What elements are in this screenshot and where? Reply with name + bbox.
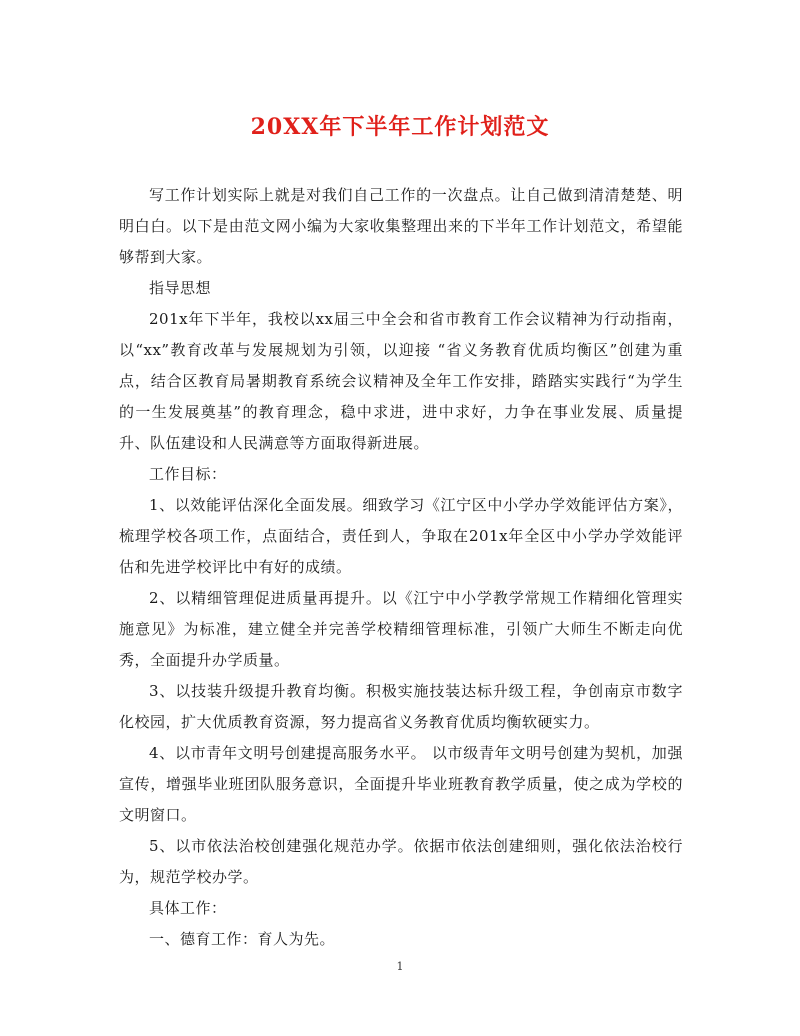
goal-item-3: 3、以技装升级提升教育均衡。积极实施技装达标升级工程，争创南京市数字化校园，扩大优质教育资源，努力提高省义务教育优质均衡软硬实力。 [119,682,683,731]
document-title: 20XX年下半年工作计划范文 [250,114,550,140]
goal-item-4: 4、以市青年文明号创建提高服务水平。 以市级青年文明号创建为契机，加强宣传，增强毕业班团队服务意识，全面提升毕业班教育教学质量，使之成为学校的文明窗口。 [119,744,683,824]
page-number: 1 [396,960,404,973]
document-body [119,180,683,955]
intro-paragraph: 写工作计划实际上就是对我们自己工作的一次盘点。让自己做到清清楚楚、明明白白。以下是由范文网小编为大家收集整理出来的下半年工作计划范文，希望能够帮到大家。 [119,186,683,266]
specific-work-item-1: 一、德育工作：育人为先。 [149,930,336,948]
section-heading-specific-work: 具体工作： [149,899,227,917]
section-heading-work-goals: 工作目标： [149,465,227,483]
goal-item-2: 2、以精细管理促进质量再提升。以《江宁中小学教学常规工作精细化管理实施意见》为标准，建立健全并完善学校精细管理标准，引领广大师生不断走向优秀，全面提升办学质量。 [119,589,683,669]
goal-item-5: 5、以市依法治校创建强化规范办学。依据市依法创建细则，强化依法治校行为，规范学校办学。 [119,837,683,886]
section-heading-guiding-ideology: 指导思想 [149,279,212,297]
goal-item-1: 1、以效能评估深化全面发展。细致学习《江宁区中小学办学效能评估方案》，梳理学校各项工作，点面结合，责任到人，争取在201x年全区中小学办学效能评估和先进学校评比中有好的成绩。 [119,496,683,576]
guiding-ideology-paragraph: 201x年下半年，我校以xx届三中全会和省市教育工作会议精神为行动指南，以“xx”教育改革与发展规划为引领，以迎接 “省义务教育优质均衡区”创建为重点，结合区教育局暑期教育系统会议精神及全年工作安排，踏踏实实践行“为学生的一生发展奠基”的教育理念，稳中求进，进中求好，力争在事业发展、质量提升、队伍建设和人民满意等方面取得新进展。 [119,310,683,452]
